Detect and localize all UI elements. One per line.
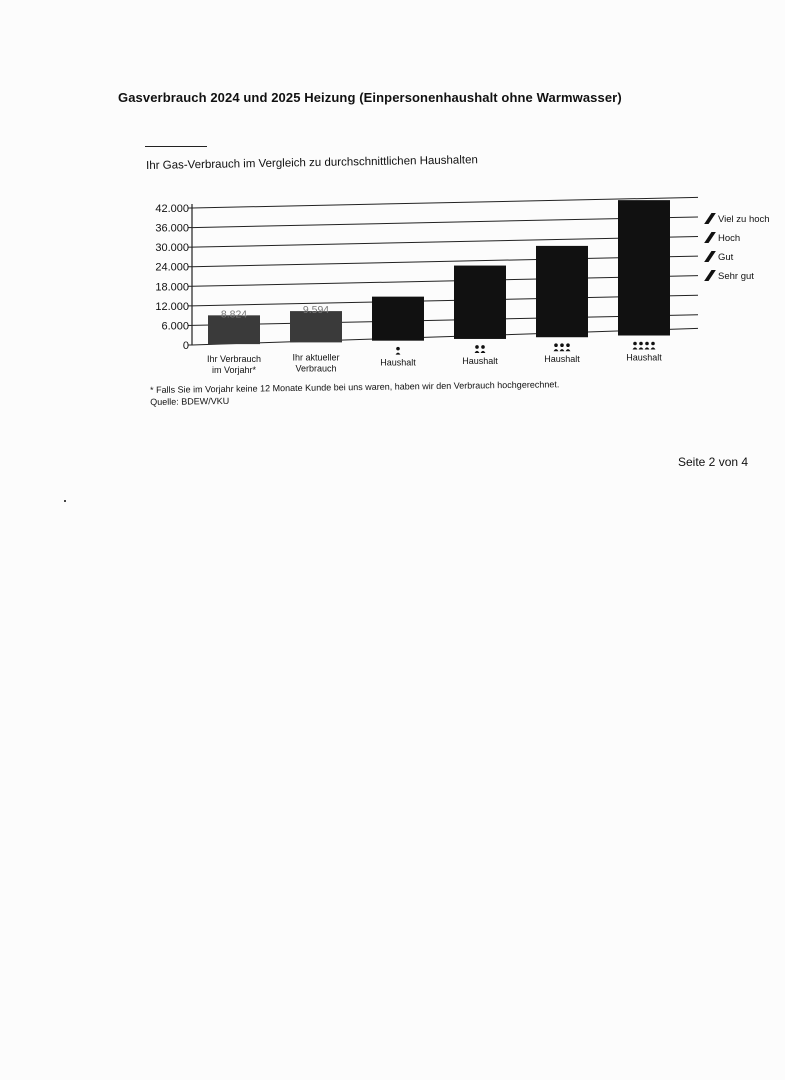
person-head-icon: [566, 343, 570, 347]
bar: [536, 246, 588, 337]
chart-title: Ihr Gas-Verbrauch im Vergleich zu durchschnittlichen Haushalten: [146, 154, 478, 172]
person-body-icon: [645, 347, 650, 349]
person-body-icon: [560, 349, 565, 351]
page-number: Seite 2 von 4: [678, 455, 749, 469]
legend-marker-icon: [706, 271, 714, 280]
person-body-icon: [633, 347, 638, 349]
person-head-icon: [554, 343, 558, 347]
person-head-icon: [396, 347, 400, 351]
person-head-icon: [645, 342, 649, 346]
bar: [618, 200, 670, 335]
scan-speck: [64, 500, 66, 502]
y-tick-label: 42.000: [155, 203, 189, 215]
y-tick-label: 36.000: [155, 222, 189, 235]
bar: [372, 297, 424, 341]
x-category-label: Haushalt: [626, 352, 662, 363]
person-head-icon: [475, 345, 479, 349]
person-body-icon: [554, 349, 559, 351]
x-category-label: Ihr aktueller: [292, 352, 340, 363]
person-body-icon: [475, 351, 480, 353]
legend-label: Viel zu hoch: [718, 214, 770, 225]
person-body-icon: [639, 347, 644, 349]
bar: [454, 266, 506, 339]
y-tick-label: 30.000: [155, 242, 189, 255]
household-3-person-icon: [554, 343, 571, 351]
y-tick-label: 6.000: [161, 320, 189, 333]
x-category-label: Ihr Verbrauch: [206, 354, 262, 365]
person-body-icon: [651, 347, 656, 349]
household-2-person-icon: [475, 345, 486, 353]
person-head-icon: [481, 345, 485, 349]
person-head-icon: [560, 343, 564, 347]
person-head-icon: [651, 342, 655, 346]
page-title: Gasverbrauch 2024 und 2025 Heizung (Einpersonenhaushalt ohne Warmwasser): [118, 90, 622, 105]
person-body-icon: [566, 349, 571, 351]
person-head-icon: [633, 342, 637, 346]
source-text: Quelle: BDEW/VKU: [150, 395, 230, 407]
household-1-person-icon: [396, 347, 401, 355]
bar-value-label: 9.594: [302, 304, 330, 317]
y-tick-label: 12.000: [155, 300, 189, 313]
x-category-label: Haushalt: [544, 354, 580, 365]
legend-marker-icon: [706, 252, 714, 261]
y-tick-label: 18.000: [155, 281, 189, 294]
x-category-label: Verbrauch: [295, 363, 337, 374]
legend-label: Sehr gut: [718, 271, 754, 282]
x-category-label: Haushalt: [462, 355, 498, 366]
bar-value-label: 8.824: [220, 308, 248, 321]
household-4-person-icon: [633, 342, 656, 350]
legend-label: Hoch: [718, 233, 741, 244]
person-body-icon: [396, 353, 401, 355]
y-tick-label: 0: [182, 340, 189, 352]
y-tick-label: 24.000: [155, 261, 189, 274]
x-category-label: Haushalt: [380, 357, 416, 368]
person-body-icon: [481, 351, 486, 353]
footnote-text: * Falls Sie im Vorjahr keine 12 Monate Kunde bei uns waren, haben wir den Verbrauch hochgerechnet.: [150, 379, 560, 395]
legend-marker-icon: [706, 214, 714, 223]
person-head-icon: [639, 342, 643, 346]
legend-label: Gut: [718, 252, 734, 263]
x-category-label: im Vorjahr*: [211, 365, 257, 376]
legend-marker-icon: [706, 233, 714, 242]
